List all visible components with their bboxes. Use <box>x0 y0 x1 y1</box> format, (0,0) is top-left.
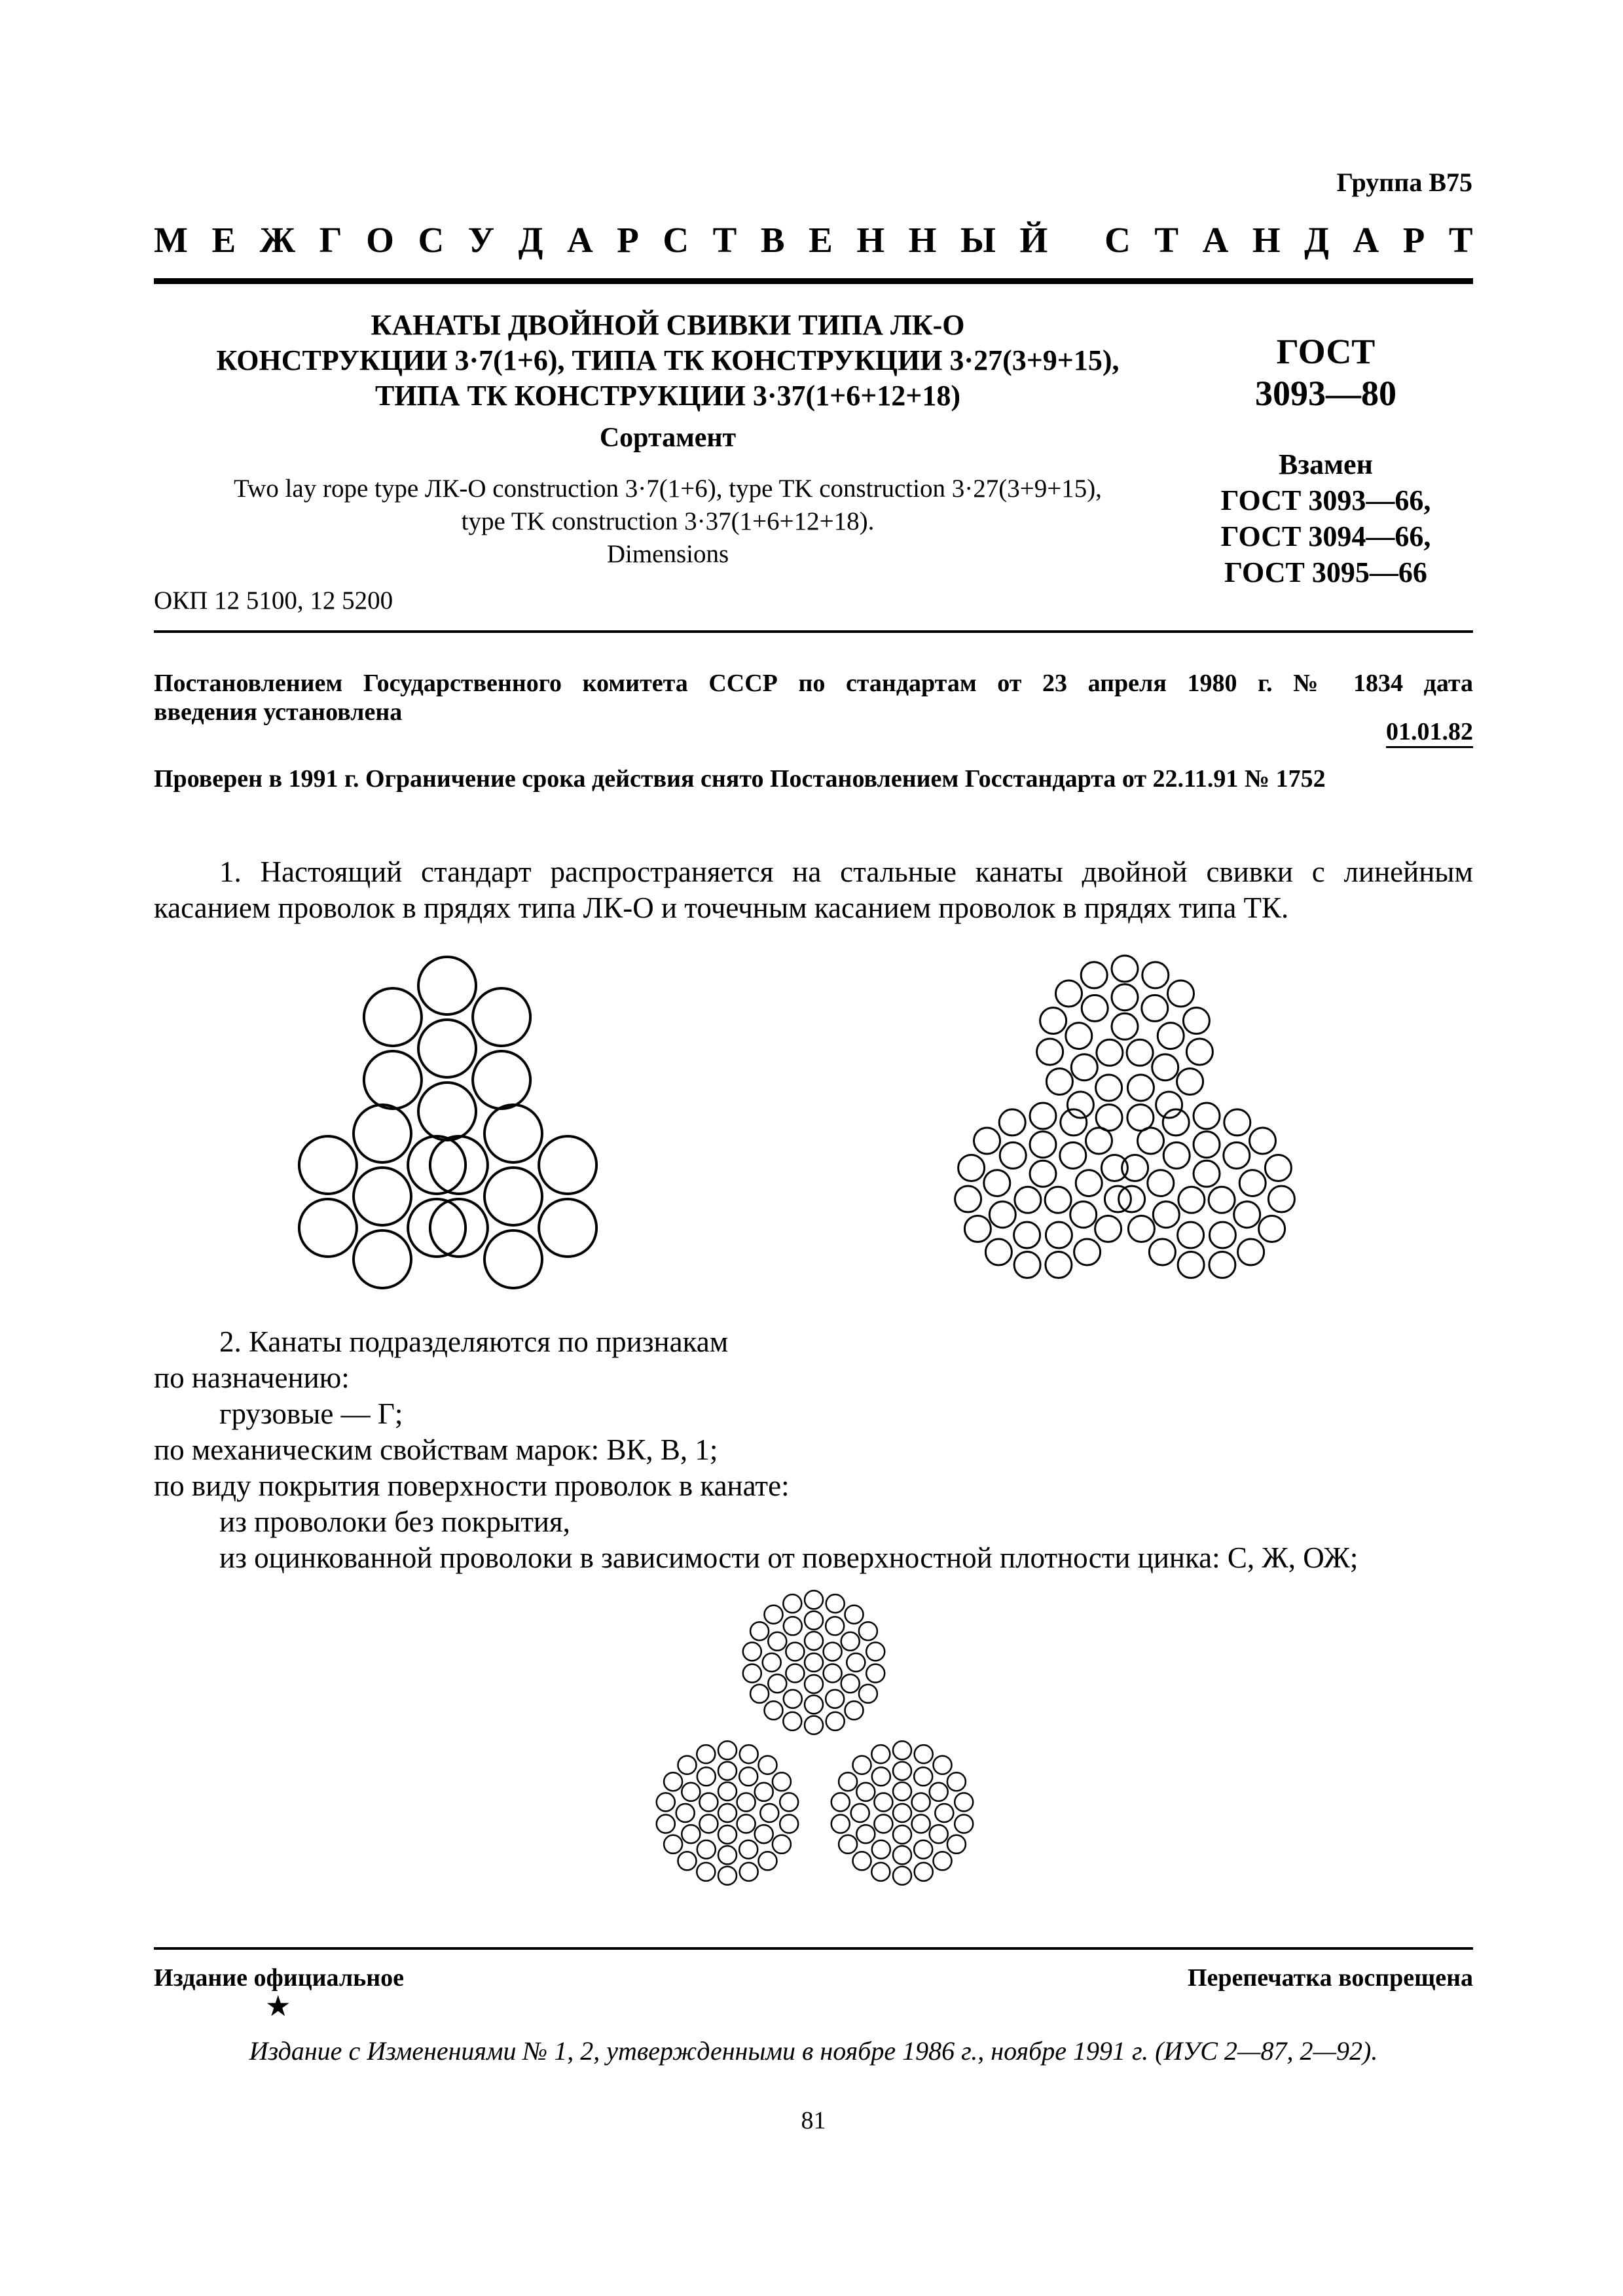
wire-circle <box>1239 1170 1266 1196</box>
wire-circle <box>805 1590 823 1609</box>
wire-circle <box>354 1105 411 1162</box>
wire-circle <box>874 1815 892 1833</box>
wire-circle <box>1163 1142 1190 1168</box>
wire-circle <box>841 1632 860 1651</box>
wire-circle <box>664 1772 682 1791</box>
para2-by-coating: по виду покрытия поверхности проволок в канате: <box>154 1469 790 1502</box>
edition-note: Издание с Изменениями № 1, 2, утвержденными в ноябре 1986 г., ноябре 1991 г. (ИУС 2—87, 2—92). <box>249 2036 1378 2066</box>
wire-circle <box>1015 1187 1041 1213</box>
wire-circle <box>826 1594 845 1613</box>
paragraph-1: 1. Настоящий стандарт распространяется на стальные канаты двойной свивки с линейным касанием проволок в прядях типа ЛК-О и точечным касанием проволок в прядях типа ТК. <box>154 855 1473 924</box>
wire-circle <box>1096 1105 1122 1131</box>
wire-circle <box>1112 984 1138 1011</box>
star-icon: ★ <box>265 1990 291 2022</box>
wire-circle <box>1060 1142 1086 1168</box>
wire-circle <box>805 1716 823 1734</box>
banner-letter: Е <box>809 220 833 260</box>
wire-circle <box>1056 980 1082 1007</box>
wire-circle <box>831 1815 850 1833</box>
wire-circle <box>1030 1132 1056 1158</box>
wire-circle <box>657 1815 675 1833</box>
wire-circle <box>974 1128 1000 1154</box>
wire-circle <box>1071 1054 1097 1081</box>
paragraph-2 <box>154 1324 1358 1576</box>
wire-circle <box>780 1815 798 1833</box>
banner-letter: Т <box>712 220 737 260</box>
wire-circle <box>737 1815 756 1833</box>
banner-letter: Е <box>211 220 236 260</box>
wire-circle <box>786 1664 804 1683</box>
wire-circle <box>1086 1128 1112 1154</box>
wire-circle <box>985 1239 1012 1265</box>
replaced-standard: ГОСТ 3094—66, <box>1220 520 1431 552</box>
wire-circle <box>699 1793 718 1812</box>
wire-circle <box>484 1168 542 1225</box>
wire-circle <box>759 1756 777 1774</box>
wire-circle <box>1149 1239 1175 1265</box>
wire-circle <box>354 1230 411 1288</box>
wire-circle <box>1030 1103 1056 1129</box>
wire-circle <box>739 1767 757 1785</box>
wire-circle <box>874 1793 892 1812</box>
figure-tk-3x37 <box>657 1590 973 1884</box>
wire-circle <box>773 1772 791 1791</box>
banner-letter: Ы <box>960 220 996 260</box>
wire-circle <box>914 1767 932 1785</box>
wire-circle <box>718 1762 737 1780</box>
wire-circle <box>784 1617 802 1635</box>
wire-circle <box>866 1642 884 1660</box>
wire-circle <box>768 1632 786 1651</box>
wire-circle <box>783 1594 801 1613</box>
wire-circle <box>955 1815 973 1833</box>
banner-letter: Н <box>908 220 937 260</box>
figure-tk-3x27 <box>955 956 1295 1278</box>
wire-circle <box>718 1825 737 1844</box>
wire-circle <box>1046 1222 1072 1248</box>
wire-circle <box>1046 1069 1072 1095</box>
title-line-2: КОНСТРУКЦИИ 3·7(1+6), ТИПА ТК КОНСТРУКЦИИ 3·27(3+9+15), <box>216 344 1120 376</box>
group-label: Группа В75 <box>1336 168 1472 197</box>
wire-circle <box>853 1852 871 1870</box>
reprint-prohibited: Перепечатка воспрещена <box>1187 1964 1473 1992</box>
wire-circle <box>915 1745 933 1763</box>
wire-circle <box>839 1835 857 1854</box>
wire-circle <box>856 1825 875 1843</box>
wire-circle <box>805 1611 823 1630</box>
wire-circle <box>760 1804 778 1822</box>
banner-letter: М <box>154 220 188 260</box>
wire-circle <box>740 1745 758 1763</box>
wire-circle <box>930 1825 948 1843</box>
banner-letter: С <box>1104 220 1131 260</box>
wire-circle <box>1178 1222 1204 1248</box>
wire-circle <box>893 1804 911 1822</box>
wire-circle <box>859 1685 877 1703</box>
wire-circle <box>739 1840 757 1859</box>
wire-circle <box>1127 1075 1154 1101</box>
wire-circle <box>759 1852 777 1870</box>
wire-circle <box>1259 1216 1285 1242</box>
wire-circle <box>740 1863 758 1881</box>
wire-circle <box>678 1852 697 1870</box>
wire-circle <box>805 1632 823 1650</box>
wire-circle <box>1142 995 1168 1021</box>
wire-circle <box>1030 1160 1056 1187</box>
wire-circle <box>1148 1170 1174 1196</box>
wire-circle <box>784 1690 802 1708</box>
wire-circle <box>853 1756 871 1774</box>
wire-circle <box>1183 1008 1209 1034</box>
replaced-standard: ГОСТ 3093—66, <box>1220 484 1431 516</box>
wire-circle <box>1095 1216 1122 1242</box>
wire-circle <box>418 957 476 1014</box>
wire-circle <box>354 1168 411 1225</box>
effective-date: 01.01.82 <box>1386 717 1473 748</box>
wire-circle <box>1163 1109 1189 1136</box>
wire-circle <box>1194 1132 1220 1158</box>
para2-cargo: грузовые — Г; <box>219 1397 403 1430</box>
wire-circle <box>718 1846 737 1864</box>
wire-circle <box>773 1835 791 1854</box>
wire-circle <box>1186 1039 1213 1065</box>
wire-circle <box>697 1745 715 1763</box>
wire-circle <box>1153 1202 1179 1228</box>
wire-circle <box>539 1136 596 1194</box>
wire-circle <box>1112 956 1138 982</box>
wire-circle <box>1014 1222 1040 1248</box>
wire-circle <box>826 1712 845 1731</box>
wire-circle <box>1127 1105 1154 1131</box>
banner-letter: О <box>366 220 394 260</box>
banner-letter: Т <box>1154 220 1179 260</box>
wire-circle <box>912 1793 930 1812</box>
wire-circle <box>364 988 422 1046</box>
banner-letter: Н <box>1252 220 1281 260</box>
wire-circle <box>1037 1039 1063 1065</box>
banner-letter: А <box>566 220 593 260</box>
wire-circle <box>743 1642 761 1660</box>
wire-circle <box>755 1825 773 1843</box>
title-line-1: КАНАТЫ ДВОЙНОЙ СВИВКИ ТИПА ЛК-О <box>371 309 965 341</box>
wire-circle <box>1138 1128 1164 1154</box>
wire-circle <box>1209 1187 1235 1213</box>
wire-circle <box>872 1767 890 1785</box>
wire-circle <box>682 1783 700 1801</box>
wire-circle <box>871 1745 890 1763</box>
wire-circle <box>718 1804 737 1822</box>
wire-circle <box>718 1741 737 1759</box>
wire-circle <box>473 1051 530 1109</box>
wire-circle <box>718 1867 737 1885</box>
wire-circle <box>859 1622 877 1640</box>
banner-letter: У <box>467 220 495 260</box>
wire-circle <box>1156 1092 1182 1118</box>
wire-circle <box>824 1664 842 1683</box>
wire-circle <box>1014 1252 1040 1278</box>
wire-circle <box>765 1605 783 1624</box>
wire-circle <box>1177 1069 1203 1095</box>
wire-circle <box>964 1216 991 1242</box>
wire-circle <box>1066 1023 1092 1049</box>
para2-uncoated: из проволоки без покрытия, <box>219 1505 570 1538</box>
wire-circle <box>824 1643 842 1661</box>
wire-circle <box>958 1155 985 1181</box>
wire-circle <box>893 1762 911 1780</box>
wire-circle <box>755 1783 773 1801</box>
wire-circle <box>984 1170 1010 1196</box>
replaces-label: Взамен <box>1279 448 1373 480</box>
wire-circle <box>826 1690 844 1708</box>
wire-circle <box>845 1701 864 1719</box>
wire-circle <box>826 1617 844 1635</box>
wire-circle <box>768 1674 786 1693</box>
wire-circle <box>893 1846 911 1864</box>
wire-circle <box>1178 1187 1205 1213</box>
banner-letter: Й <box>1019 220 1048 260</box>
wire-circle <box>682 1825 700 1843</box>
wire-circle <box>893 1825 911 1844</box>
wire-circle <box>697 1863 715 1881</box>
wire-circle <box>780 1793 798 1811</box>
para2-intro: 2. Канаты подразделяются по признакам <box>219 1325 729 1358</box>
wire-circle <box>947 1835 966 1854</box>
wire-circle <box>1000 1142 1026 1168</box>
wire-circle <box>697 1840 716 1859</box>
banner-letter: Т <box>1448 220 1473 260</box>
wire-circle <box>1070 1202 1097 1228</box>
wire-circle <box>783 1712 801 1731</box>
para2-by-mech: по механическим свойствам марок: ВК, В, 1; <box>154 1433 718 1466</box>
wire-circle <box>866 1664 884 1683</box>
wire-circle <box>1268 1186 1294 1212</box>
wire-circle <box>934 1852 952 1870</box>
wire-circle <box>1096 1075 1122 1101</box>
checked-note: Проверен в 1991 г. Ограничение срока действия снято Постановлением Госстандарта от 22.11.91 № 1752 <box>154 765 1326 793</box>
english-title-line-3: Dimensions <box>606 540 729 568</box>
wire-circle <box>871 1863 890 1881</box>
decree-line-2: введения установлена <box>154 698 403 726</box>
english-title-line-2: type TK construction 3·37(1+6+12+18). <box>461 507 875 535</box>
banner-letter: Р <box>617 220 639 260</box>
wire-circle <box>955 1186 981 1212</box>
wire-circle <box>1194 1103 1220 1129</box>
banner-letter: А <box>1353 220 1379 260</box>
wire-circle <box>955 1793 973 1811</box>
wire-circle <box>418 1020 476 1077</box>
wire-circle <box>1045 1187 1071 1213</box>
wire-circle <box>786 1643 804 1661</box>
wire-circle <box>1265 1155 1291 1181</box>
wire-circle <box>763 1653 781 1672</box>
wire-circle <box>299 1136 357 1194</box>
para2-by-purpose: по назначению: <box>154 1361 350 1394</box>
wire-circle <box>1209 1222 1235 1248</box>
wire-circle <box>1040 1008 1067 1034</box>
wire-circle <box>299 1199 357 1257</box>
wire-circle <box>1061 1109 1087 1136</box>
para2-galvanized: из оцинкованной проволоки в зависимости от поверхностной плотности цинка: С, Ж, ОЖ; <box>219 1541 1359 1574</box>
footer-rule <box>154 1947 1473 1950</box>
wire-circle <box>893 1741 911 1759</box>
wire-circle <box>737 1793 756 1812</box>
wire-circle <box>484 1230 542 1288</box>
banner-letter: Г <box>319 220 342 260</box>
wire-circle <box>999 1109 1025 1136</box>
figure-lk-o-3x7 <box>299 957 596 1288</box>
banner-letter: В <box>760 220 785 260</box>
document-subtitle: Сортамент <box>599 423 737 453</box>
wire-circle <box>805 1695 823 1713</box>
page-number: 81 <box>801 2107 826 2134</box>
wire-circle <box>1101 1155 1127 1181</box>
wire-circle <box>1209 1252 1235 1278</box>
wire-circle <box>539 1199 596 1257</box>
wire-circle <box>750 1622 769 1640</box>
wire-circle <box>676 1804 695 1822</box>
wire-circle <box>678 1756 697 1774</box>
wire-circle <box>697 1767 716 1785</box>
wire-circle <box>484 1105 542 1162</box>
wire-circle <box>914 1840 932 1859</box>
wire-circle <box>1082 995 1108 1021</box>
wire-circle <box>1128 1216 1154 1242</box>
wire-circle <box>893 1867 911 1885</box>
banner-letter: С <box>663 220 689 260</box>
banner-letter: Р <box>1402 220 1425 260</box>
wire-circle <box>418 1083 476 1140</box>
wire-circle <box>1067 1092 1093 1118</box>
wire-circle <box>930 1783 948 1801</box>
wire-circle <box>765 1701 783 1719</box>
wire-circle <box>1081 962 1107 988</box>
wire-circle <box>1076 1170 1102 1196</box>
wire-circle <box>743 1664 761 1683</box>
banner-letter: Ж <box>259 220 296 260</box>
wire-circle <box>893 1782 911 1801</box>
wire-circle <box>841 1674 860 1693</box>
wire-circle <box>1152 1054 1178 1081</box>
official-edition: Издание официальное <box>154 1964 405 1992</box>
wire-circle <box>805 1675 823 1693</box>
wire-circle <box>839 1772 857 1791</box>
wire-circle <box>473 988 530 1046</box>
wire-circle <box>364 1051 422 1109</box>
wire-circle <box>1074 1239 1101 1265</box>
wire-circle <box>1238 1239 1264 1265</box>
wire-circle <box>664 1835 682 1854</box>
wire-circle <box>915 1863 933 1881</box>
wire-circle <box>1224 1142 1250 1168</box>
gost-name: ГОСТ <box>1276 332 1376 371</box>
wire-circle <box>856 1783 875 1801</box>
replaced-standard: ГОСТ 3095—66 <box>1224 556 1427 588</box>
banner-letter: Д <box>518 220 543 260</box>
wire-circle <box>847 1653 865 1672</box>
wire-circle <box>1168 980 1194 1007</box>
wire-circle <box>1194 1160 1220 1187</box>
title-line-3: ТИПА ТК КОНСТРУКЦИИ 3·37(1+6+12+18) <box>374 380 961 412</box>
banner-letter: Д <box>1304 220 1329 260</box>
wire-circle <box>989 1202 1015 1228</box>
wire-circle <box>845 1605 864 1624</box>
wire-circle <box>872 1840 890 1859</box>
wire-circle <box>1127 1039 1153 1066</box>
wire-circle <box>750 1685 769 1703</box>
wire-circle <box>1122 1155 1148 1181</box>
wire-circle <box>831 1793 850 1811</box>
wire-circle <box>1234 1202 1260 1228</box>
wire-circle <box>1142 962 1169 988</box>
wire-circle <box>1112 1013 1138 1039</box>
wire-circle <box>1097 1039 1123 1066</box>
okp-code: ОКП 12 5100, 12 5200 <box>154 586 393 615</box>
wire-circle <box>718 1782 737 1801</box>
wire-circle <box>934 1756 952 1774</box>
wire-circle <box>912 1815 930 1833</box>
wire-circle <box>947 1772 966 1791</box>
wire-circle <box>1178 1252 1204 1278</box>
wire-circle <box>1046 1252 1072 1278</box>
wire-circle <box>1224 1109 1250 1136</box>
banner-letter: С <box>418 220 445 260</box>
banner-letter: А <box>1202 220 1229 260</box>
decree-line-1: Постановлением Государственного комитета СССР по стандартам от 23 апреля 1980 г. № 1834 дата <box>154 670 1473 697</box>
gost-number: 3093—80 <box>1255 374 1396 413</box>
wire-circle <box>1250 1128 1276 1154</box>
wire-circle <box>935 1804 953 1822</box>
english-title-line-1: Two lay rope type ЛК-О construction 3·7(1+6), type TK construction 3·27(3+9+15), <box>234 475 1102 503</box>
wire-circle <box>1158 1023 1184 1049</box>
banner-letter: Н <box>856 220 885 260</box>
wire-circle <box>699 1815 718 1833</box>
wire-circle <box>805 1653 823 1672</box>
wire-circle <box>851 1804 869 1822</box>
wire-circle <box>657 1793 675 1811</box>
